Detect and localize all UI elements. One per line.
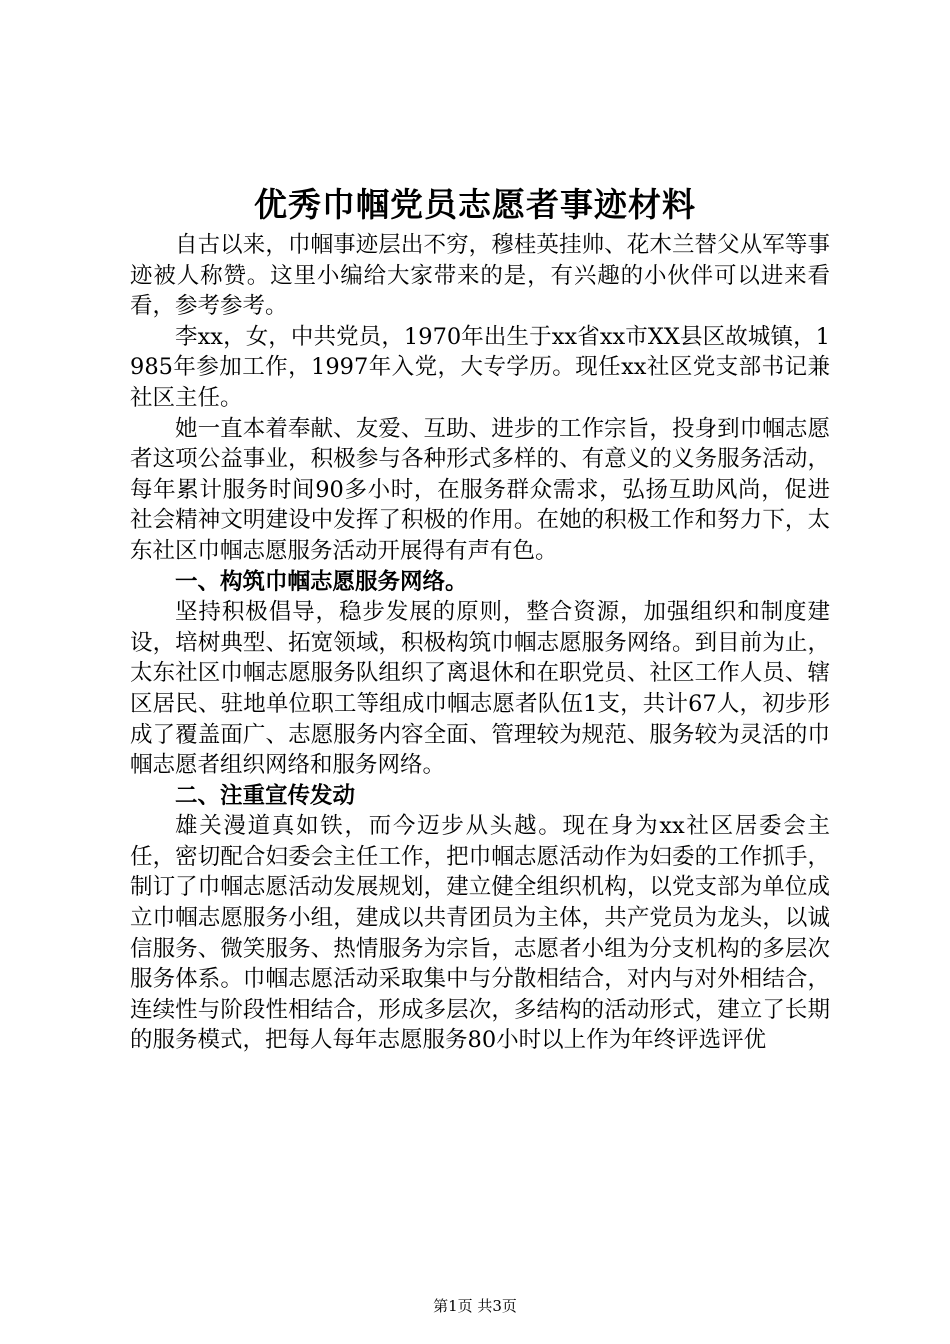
document-body bbox=[130, 230, 830, 1056]
section-2-paragraph: 雄关漫道真如铁，而今迈步从头越。现在身为xx社区居委会主任，密切配合妇委会主任工作，把巾帼志愿活动作为妇委的工作抓手，制订了巾帼志愿活动发展规划，建立健全组织机构，以党支部为单位成立巾帼志愿服务小组，建成以共青团员为主体，共产党员为龙头，以诚信服务、微笑服务、热情服务为宗旨，志愿者小组为分支机构的多层次服务体系。巾帼志愿活动采取集中与分散相结合，对内与对外相结合，连续性与阶段性相结合，形成多层次，多结构的活动形式，建立了长期的服务模式，把每人每年志愿服务80小时以上作为年终评选评优 bbox=[130, 813, 830, 1054]
intro-paragraph: 自古以来，巾帼事迹层出不穷，穆桂英挂帅、花木兰替父从军等事迹被人称赞。这里小编给大家带来的是，有兴趣的小伙伴可以进来看看，参考参考。 bbox=[130, 232, 830, 320]
section-1-paragraph: 坚持积极倡导，稳步发展的原则，整合资源，加强组织和制度建设，培树典型、拓宽领域，积极构筑巾帼志愿服务网络。到目前为止，太东社区巾帼志愿服务队组织了离退休和在职党员、社区工作人员、辖区居民、驻地单位职工等组成巾帼志愿者队伍1支，共计67人，初步形成了覆盖面广、志愿服务内容全面、管理较为规范、服务较为灵活的巾帼志愿者组织网络和服务网络。 bbox=[130, 599, 830, 779]
page-number-footer: 第1页 共3页 bbox=[433, 1297, 517, 1315]
document-title: 优秀巾帼党员志愿者事迹材料 bbox=[254, 185, 696, 224]
section-2-heading: 二、注重宣传发动 bbox=[175, 782, 356, 809]
summary-paragraph: 她一直本着奉献、友爱、互助、进步的工作宗旨，投身到巾帼志愿者这项公益事业，积极参与各种形式多样的、有意义的义务服务活动，每年累计服务时间90多小时，在服务群众需求，弘扬互助风尚，促进社会精神文明建设中发挥了积极的作用。在她的积极工作和努力下，太东社区巾帼志愿服务活动开展得有声有色。 bbox=[130, 415, 830, 564]
profile-paragraph: 李xx，女，中共党员，1970年出生于xx省xx市XX县区故城镇，1985年参加工作，1997年入党，大专学历。现任xx社区党支部书记兼社区主任。 bbox=[130, 323, 830, 411]
section-1-heading: 一、构筑巾帼志愿服务网络。 bbox=[175, 568, 468, 595]
